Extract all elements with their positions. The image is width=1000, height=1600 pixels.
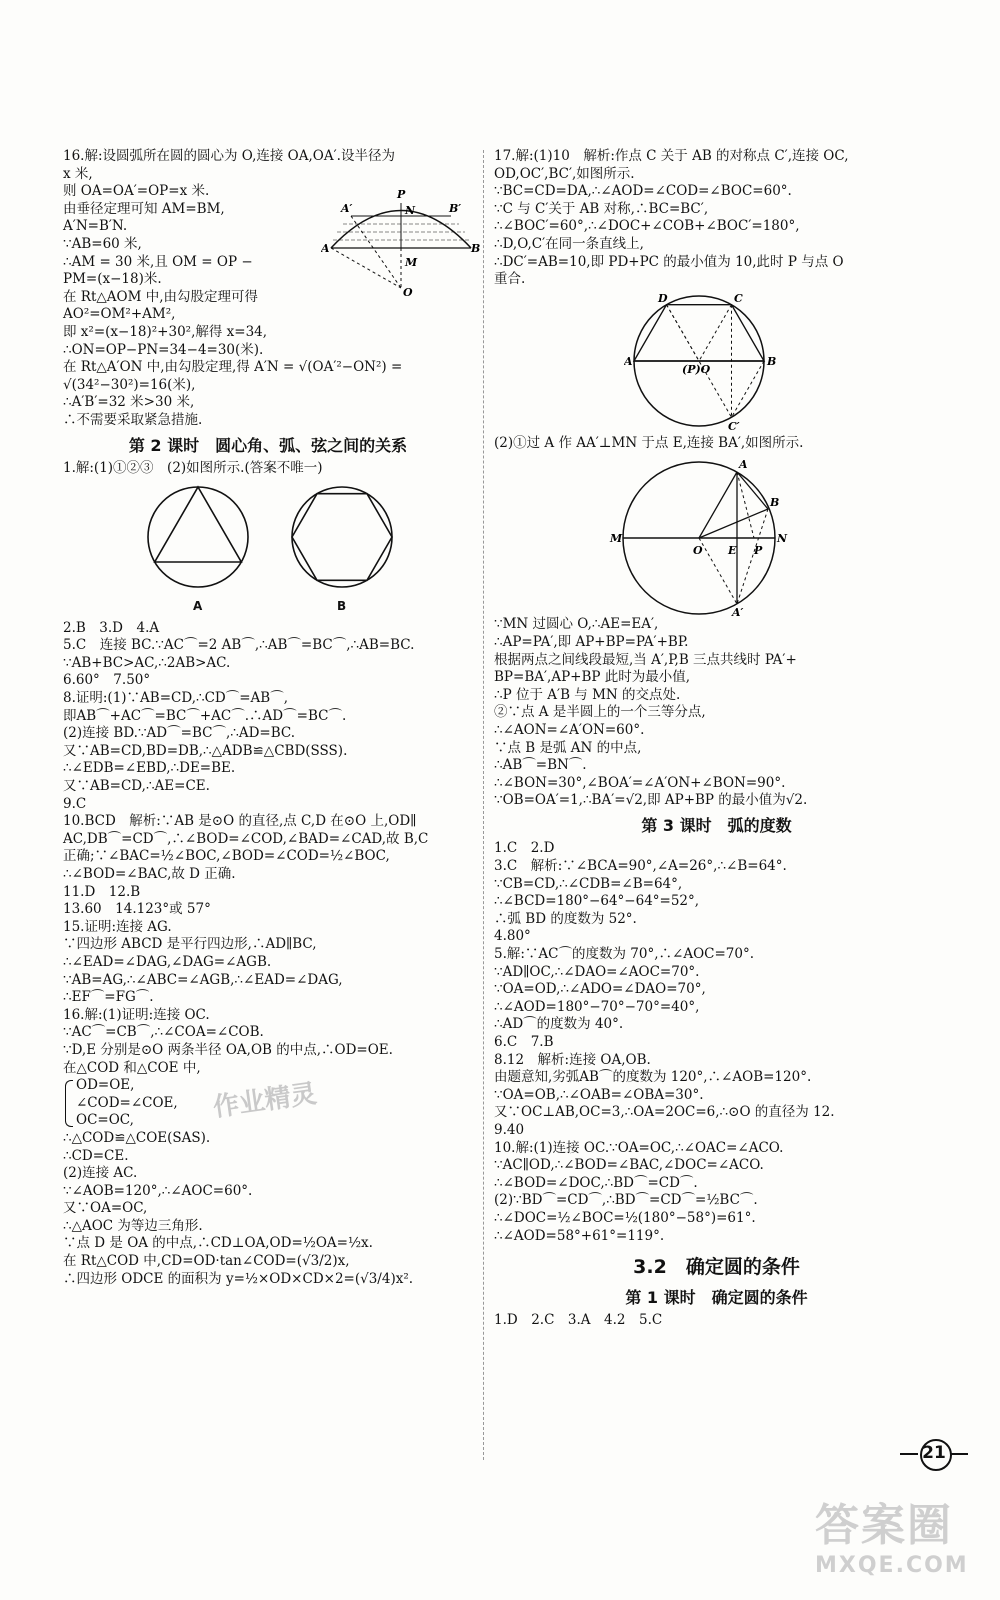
text-line: 13.60 14.123°或 57° <box>63 901 211 918</box>
text-line: 16.解:(1)证明:连接 OC. <box>63 1006 210 1023</box>
text-line: 即AB⌒+AC⌒=BC⌒+AC⌒.∴AD⌒=BC⌒. <box>63 707 347 724</box>
text-line: BP=BA′,AP+BP 此时为最小值, <box>494 669 691 686</box>
text-line: 5.C 连接 BC.∵AC⌒=2 AB⌒,∴AB⌒=BC⌒,∴AB=BC. <box>63 637 415 654</box>
text-line: ∵CB=CD,∴∠CDB=∠B=64°, <box>494 875 683 892</box>
text-line: 9.C <box>63 795 87 812</box>
text-line: ∵OA=OD,∴∠ADO=∠DAO=70°, <box>494 981 706 998</box>
text-line: 11.D 12.B <box>63 883 141 900</box>
arch-label: A <box>321 242 330 255</box>
text-line: ∴△AOC 为等边三角形. <box>63 1217 203 1234</box>
arch-figure <box>321 178 481 298</box>
q17-solution <box>494 148 939 289</box>
text-line: ∴∠DOC=½∠BOC=½(180°−58°)=61°. <box>494 1209 756 1226</box>
text-line: 17.解:(1)10 解析:作点 C 关于 AB 的对称点 C′,连接 OC, <box>494 148 849 164</box>
text-line: 8.证明:(1)∵AB=CD,∴CD⌒=AB⌒, <box>63 690 289 707</box>
text-line: ∵AB=AG,∴∠ABC=∠AGB,∴∠EAD=∠DAG, <box>63 971 343 988</box>
text-line: ∴AD⌒的度数为 40°. <box>494 1016 624 1033</box>
text-line: ∴AM = 30 米,且 OM = OP − <box>63 253 253 270</box>
figure-caption-a: A <box>193 598 203 613</box>
text-line: 16.解:设圆弧所在圆的圆心为 O,连接 OA,OA′.设半径为 <box>63 148 395 164</box>
page-number-text: 21 <box>922 1443 946 1463</box>
hex-label: (P)O <box>682 362 711 376</box>
text-line: (2)连接 AC. <box>63 1165 138 1182</box>
text-line: 2.B 3.D 4.A <box>63 619 160 636</box>
text-line: 6.60° 7.50° <box>63 672 151 689</box>
arch-label: B <box>471 242 481 255</box>
text-line: 又∵AB=CD,∴AE=CE. <box>63 778 210 795</box>
text-line: 则 OA=OA′=OP=x 米. <box>63 183 210 200</box>
mn-label: B <box>770 496 780 510</box>
text-line: 在△COD 和△COE 中, <box>63 1059 201 1076</box>
arch-label: A′ <box>341 202 353 215</box>
answers-list-end <box>63 1130 473 1288</box>
text-line: 重合. <box>494 271 526 288</box>
q17-part2-head: (2)①过 A 作 AA′⊥MN 于点 E,连接 BA′,如图所示. <box>494 434 804 451</box>
arch-label: O <box>403 286 413 298</box>
text-line: PM=(x−18)米. <box>63 271 162 288</box>
text-line: 10.解:(1)连接 OC.∵OA=OC,∴∠OAC=∠ACO. <box>494 1139 784 1156</box>
text-line: 在 Rt△COD 中,CD=OD·tan∠COD=(√3/2)x, <box>63 1253 350 1270</box>
left-column <box>63 148 481 1288</box>
text-line: AC,DB⌒=CD⌒,∴∠BOD=∠COD,∠BAD=∠CAD,故 B,C <box>63 830 429 847</box>
mn-label: P <box>754 544 763 558</box>
text-line: 在 Rt△A′ON 中,由勾股定理,得 A′N = √(OA′²−ON²) = <box>63 359 403 376</box>
text-line: ∴AB⌒=BN⌒. <box>494 757 587 774</box>
text-line: ∴∠BON=30°,∠BOA′=∠A′ON+∠BON=90°. <box>494 774 786 791</box>
text-line: ∠COD=∠COE, <box>76 1094 178 1111</box>
text-line: ∴∠AOD=180°−70°−70°=40°, <box>494 998 700 1015</box>
arch-label: P <box>397 188 406 201</box>
text-line: ∴P 位于 A′B 与 MN 的交点处. <box>494 686 681 703</box>
section-title: 第 2 课时 圆心角、弧、弦之间的关系 <box>128 435 408 455</box>
text-line: OC=OC, <box>76 1112 134 1129</box>
page-number-dash <box>900 1453 918 1455</box>
text-line: 又∵OA=OC, <box>63 1200 148 1217</box>
text-line: OD,OC′,BC′,如图所示. <box>494 165 635 182</box>
text-line: (2)∵BD⌒=CD⌒,∴BD⌒=CD⌒=½BC⌒. <box>494 1192 758 1209</box>
text-line: ∴ON=OP−PN=34−4=30(米). <box>63 341 264 358</box>
text-line: ∵AC⌒=CB⌒,∴∠COA=∠COB. <box>63 1024 264 1041</box>
text-line: ∵MN 过圆心 O,∴AE=EA′, <box>494 616 659 633</box>
text-line: AO²=OM²+AM², <box>63 306 176 323</box>
text-line: ②∵点 A 是半圆上的一个三等分点, <box>494 704 706 721</box>
text-line: ∴△COD≌△COE(SAS). <box>63 1129 211 1146</box>
text-line: 由垂径定理可知 AM=BM, <box>63 200 225 217</box>
text-line: ∵四边形 ABCD 是平行四边形,∴AD∥BC, <box>63 936 317 953</box>
text-line: OD=OE, <box>76 1077 135 1094</box>
text-line: ∵D,E 分别是⊙O 两条半径 OA,OB 的中点,∴OD=OE. <box>63 1041 393 1058</box>
triangle-in-circle-figure <box>143 482 253 592</box>
text-line: ∴EF⌒=FG⌒. <box>63 989 154 1006</box>
text-line: ∵AD∥OC,∴∠DAO=∠AOC=70°. <box>494 963 700 980</box>
text-line: ∴CD=CE. <box>63 1147 129 1164</box>
watermark <box>815 1500 985 1595</box>
text-line: ∵OA=OB,∴∠OAB=∠OBA=30°. <box>494 1086 704 1103</box>
circle-mn-figure <box>604 454 804 616</box>
lesson3-answers <box>494 840 939 1245</box>
section-title: 第 1 课时 确定圆的条件 <box>625 1287 808 1307</box>
q17-part2 <box>494 616 939 810</box>
text-line: ∴∠EDB=∠EBD,∴DE=BE. <box>63 760 236 777</box>
q1-answer: 1.解:(1)①②③ (2)如图所示.(答案不唯一) <box>63 460 323 477</box>
watermark-url: MXQE.COM <box>815 1553 969 1578</box>
hex-label: A <box>624 354 633 368</box>
hexagon-circle-figure <box>624 293 824 431</box>
text-line: 5.解:∵AC⌒的度数为 70°,∴∠AOC=70°. <box>494 946 755 963</box>
text-line: A′N=B′N. <box>63 218 128 235</box>
text-line: 即 x²=(x−18)²+30²,解得 x=34, <box>63 323 268 340</box>
text-line: ∵OB=OA′=1,∴BA′=√2,即 AP+BP 的最小值为√2. <box>494 792 808 809</box>
column-divider <box>483 150 484 1460</box>
text-line: ∴D,O,C′在同一条直线上, <box>494 235 644 252</box>
section-title: 第 3 课时 弧的度数 <box>641 815 792 835</box>
text-line: ∵点 D 是 OA 的中点,∴CD⊥OA,OD=½OA=½x. <box>63 1235 373 1252</box>
text-line: 又∵AB=CD,BD=DB,∴△ADB≌△CBD(SSS). <box>63 742 348 759</box>
text-line: ∵AB=60 米, <box>63 235 142 252</box>
text-line: x 米, <box>63 165 93 182</box>
watermark-logo-text: 答案圈 <box>815 1500 953 1551</box>
text-line: 10.BCD 解析:∵AB 是⊙O 的直径,点 C,D 在⊙O 上,OD∥ <box>63 813 417 830</box>
text-line: ∴A′B′=32 米>30 米, <box>63 394 195 411</box>
text-line: ∴不需要采取紧急措施. <box>63 411 203 428</box>
text-line: ∵∠AOB=120°,∴∠AOC=60°. <box>63 1182 253 1199</box>
hex-label: C′ <box>728 419 740 431</box>
text-line: ∴DC′=AB=10,即 PD+PC 的最小值为 10,此时 P 与点 O <box>494 253 844 270</box>
text-line: ∴∠AOD=58°+61°=119°. <box>494 1227 665 1244</box>
text-line: 又∵OC⊥AB,OC=3,∴OA=2OC=6,∴⊙O 的直径为 12. <box>494 1104 835 1121</box>
faint-stamp: 作业精灵 <box>211 1078 319 1124</box>
lesson32-answers: 1.D 2.C 3.A 4.2 5.C <box>494 1312 663 1329</box>
hex-label: D <box>658 292 668 305</box>
mn-label: M <box>610 532 623 546</box>
text-line: ∴AP=PA′,即 AP+BP=PA′+BP. <box>494 633 689 650</box>
mn-label: A <box>739 458 748 472</box>
text-line: ∴弧 BD 的度数为 52°. <box>494 910 637 927</box>
left-brace <box>65 1080 73 1127</box>
figure-caption-b: B <box>337 598 347 613</box>
text-line: 9.40 <box>494 1121 525 1138</box>
text-line: √(34²−30²)=16(米), <box>63 376 196 393</box>
text-line: ∵C 与 C′关于 AB 对称,∴BC=BC′, <box>494 200 709 217</box>
hex-label: C <box>734 292 743 305</box>
text-line: (2)连接 BD.∵AD⌒=BC⌒,∴AD=BC. <box>63 725 296 742</box>
mn-label: N <box>777 532 788 546</box>
text-line: 6.C 7.B <box>494 1034 554 1050</box>
right-column <box>494 148 939 1330</box>
brace-lines <box>76 1077 178 1130</box>
text-line: 15.证明:连接 AG. <box>63 918 172 935</box>
page-number <box>914 1433 954 1473</box>
text-line: ∵BC=CD=DA,∴∠AOD=∠COD=∠BOC=60°. <box>494 183 792 200</box>
text-line: 根据两点之间线段最短,当 A′,P,B 三点共线时 PA′+ <box>494 651 797 668</box>
text-line: 1.C 2.D <box>494 840 555 857</box>
text-line: 在 Rt△AOM 中,由勾股定理可得 <box>63 288 258 305</box>
text-line: ∴四边形 ODCE 的面积为 y=½×OD×CD×2=(√3/4)x². <box>63 1270 414 1287</box>
arch-label: N <box>405 204 416 217</box>
text-line: ∵点 B 是弧 AN 的中点, <box>494 739 642 756</box>
text-line: 由题意知,劣弧AB⌒的度数为 120°,∴∠AOB=120°. <box>494 1069 812 1086</box>
page-number-dash <box>950 1453 968 1455</box>
text-line: ∴∠BOD=∠BAC,故 D 正确. <box>63 866 236 882</box>
hex-label: B <box>767 354 777 368</box>
q1-figures <box>63 478 473 613</box>
mn-label: E <box>728 544 737 558</box>
text-line: 4.80° <box>494 928 531 945</box>
arch-label: B′ <box>449 202 462 215</box>
text-line: ∴∠BOD=∠DOC,∴BD⌒=CD⌒. <box>494 1174 698 1191</box>
mn-label: A′ <box>732 606 744 617</box>
section-title-3-2: 3.2 确定圆的条件 <box>633 1256 800 1279</box>
text-line: 3.C 解析:∵∠BCA=90°,∠A=26°,∴∠B=64°. <box>494 858 787 875</box>
text-line: ∴∠BCD=180°−64°−64°=52°, <box>494 893 700 910</box>
text-line: ∴∠EAD=∠DAG,∠DAG=∠AGB. <box>63 953 272 970</box>
mn-label: O <box>693 544 703 558</box>
text-line: ∵AB+BC>AC,∴2AB>AC. <box>63 654 231 671</box>
answers-list <box>63 620 473 1077</box>
text-line: ∴∠AON=∠A′ON=60°. <box>494 721 645 738</box>
hexagon-in-circle-figure <box>287 482 397 592</box>
text-line: 8.12 解析:连接 OA,OB. <box>494 1051 651 1068</box>
text-line: ∵AC∥OD,∴∠BOD=∠BAC,∠DOC=∠ACO. <box>494 1157 764 1174</box>
text-line: ∴∠BOC′=60°,∴∠DOC+∠COB+∠BOC′=180°, <box>494 218 800 235</box>
text-line: 正确;∵∠BAC=½∠BOC,∠BOD=∠COD=½∠BOC, <box>63 848 390 865</box>
arch-label: M <box>405 256 418 269</box>
